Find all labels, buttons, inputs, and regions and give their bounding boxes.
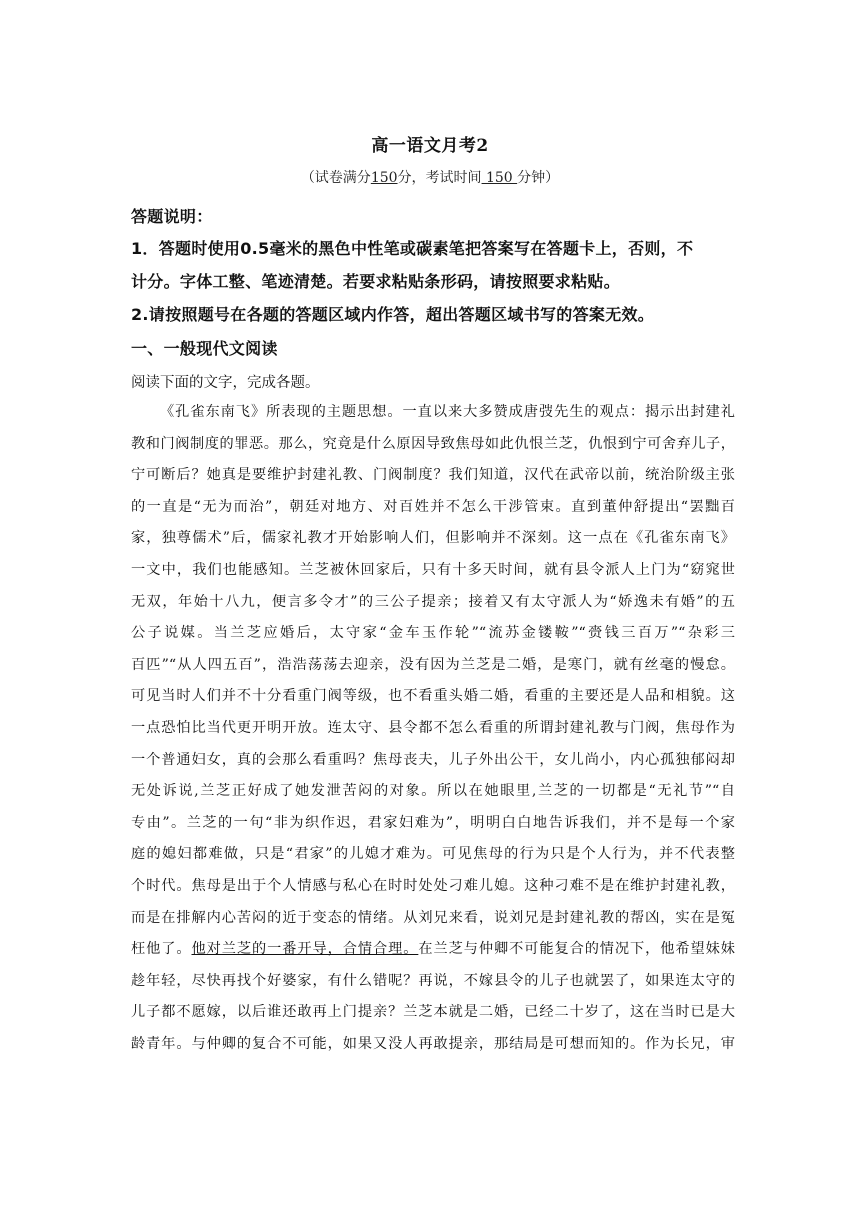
section-heading: 一、一般现代文阅读 <box>131 339 278 358</box>
reading-passage <box>131 397 735 1060</box>
instruction-2: 2.请按照题号在各题的答题区域内作答，超出答题区域书写的答案无效。 <box>131 305 655 324</box>
full-score: 150 <box>370 170 398 186</box>
passage-line: 一个普通妇女，真的会那么看重吗？焦母丧夫，儿子外出公干，女儿尚小，内心孤独郁闷却 <box>131 751 735 768</box>
passage-line: 无双，年始十八九，便言多令才”的三公子提亲；接着又有太守派人为“娇逸未有婚”的五 <box>131 593 735 610</box>
passage-line: 教和门阀制度的罪恶。那么，究竟是什么原因导致焦母如此仇恨兰芝，仇恨到宁可舍弃儿子， <box>131 435 735 452</box>
passage-text: 枉他了。 <box>131 941 192 958</box>
passage-line: 专由”。兰芝的一句“非为织作迟，君家妇难为”，明明白白地告诉我们，并不是每一个家 <box>131 814 735 831</box>
exam-info-middle: 分，考试时间 <box>397 170 482 186</box>
passage-line: 趁年轻，尽快再找个好婆家，有什么错呢？再说，不嫁县令的儿子也就罢了，如果连太守的 <box>131 972 735 989</box>
passage-line: 公子说媒。当兰芝应婚后，太守家“金车玉作轮”“流苏金镂鞍”“赍钱三百万”“杂彩三 <box>131 625 735 642</box>
passage-line: 庭的媳妇都难做，只是“君家”的儿媳才难为。可见焦母的行为只是个人行为，并不代表整 <box>131 846 735 863</box>
passage-line: 百匹”“从人四五百”，浩浩荡荡去迎亲，没有因为兰芝是二婚，是寒门，就有丝毫的慢怠。 <box>131 656 735 673</box>
passage-line-with-underline <box>131 934 735 966</box>
passage-line: 一点恐怕比当代更开明开放。连太守、县令都不怎么看重的所谓封建礼教与门阀，焦母作为 <box>131 719 735 736</box>
passage-text: 在兰芝与仲卿不可能复合的情况下，他希望妹妹 <box>418 941 735 958</box>
exam-info-prefix: （试卷满分 <box>300 170 371 186</box>
passage-line: 家，独尊儒术”后，儒家礼教才开始影响人们，但影响并不深刻。这一点在《孔雀东南飞》 <box>131 530 735 547</box>
exam-info <box>0 167 860 187</box>
reading-prompt: 阅读下面的文字，完成各题。 <box>131 375 320 391</box>
passage-line: 《孔雀东南飞》所表现的主题思想。一直以来大多赞成唐弢先生的观点：揭示出封建礼 <box>160 404 735 420</box>
passage-line: 宁可断后？她真是要维护封建礼教、门阀制度？我们知道，汉代在武帝以前，统治阶级主张 <box>131 467 735 484</box>
underlined-sentence: 他对兰芝的一番开导，合情合理。 <box>191 941 419 958</box>
passage-line: 龄青年。与仲卿的复合不可能，如果又没人再敢提亲，那结局是可想而知的。作为长兄，审 <box>131 1035 735 1052</box>
exam-info-suffix: 分钟） <box>517 170 560 186</box>
exam-time: 150 <box>481 170 518 186</box>
passage-line: 儿子都不愿嫁，以后谁还敢再上门提亲？兰芝本就是二婚，已经二十岁了，这在当时已是大 <box>131 1004 735 1021</box>
instruction-1-line-1: 1．答题时使用0.5毫米的黑色中性笔或碳素笔把答案写在答题卡上，否则，不 <box>131 239 694 258</box>
passage-line: 一文中，我们也能感知。兰芝被休回家后，只有十多天时间，就有县令派人上门为“窈窕世 <box>131 561 735 578</box>
passage-line: 个时代。焦母是出于个人情感与私心在时时处处刁难儿媳。这种刁难不是在维护封建礼教， <box>131 877 735 894</box>
passage-line: 无处诉说,兰芝正好成了她发泄苦闷的对象。所以在她眼里,兰芝的一切都是“无礼节”“自 <box>131 783 735 800</box>
passage-line: 的一直是“无为而治”，朝廷对地方、对百姓并不怎么干涉管束。直到董仲舒提出“罢黜百 <box>131 498 735 515</box>
passage-line: 可见当时人们并不十分看重门阀等级，也不看重头婚二婚，看重的主要还是人品和相貌。这 <box>131 688 735 705</box>
page-title: 高一语文月考2 <box>371 136 489 156</box>
instruction-1-line-2: 计分。字体工整、笔迹清楚。若要求粘贴条形码，请按照要求粘贴。 <box>131 272 621 291</box>
instructions-heading: 答题说明： <box>131 207 213 226</box>
passage-line: 而是在排解内心苦闷的近于变态的情绪。从刘兄来看，说刘兄是封建礼教的帮凶，实在是冤 <box>131 909 735 926</box>
